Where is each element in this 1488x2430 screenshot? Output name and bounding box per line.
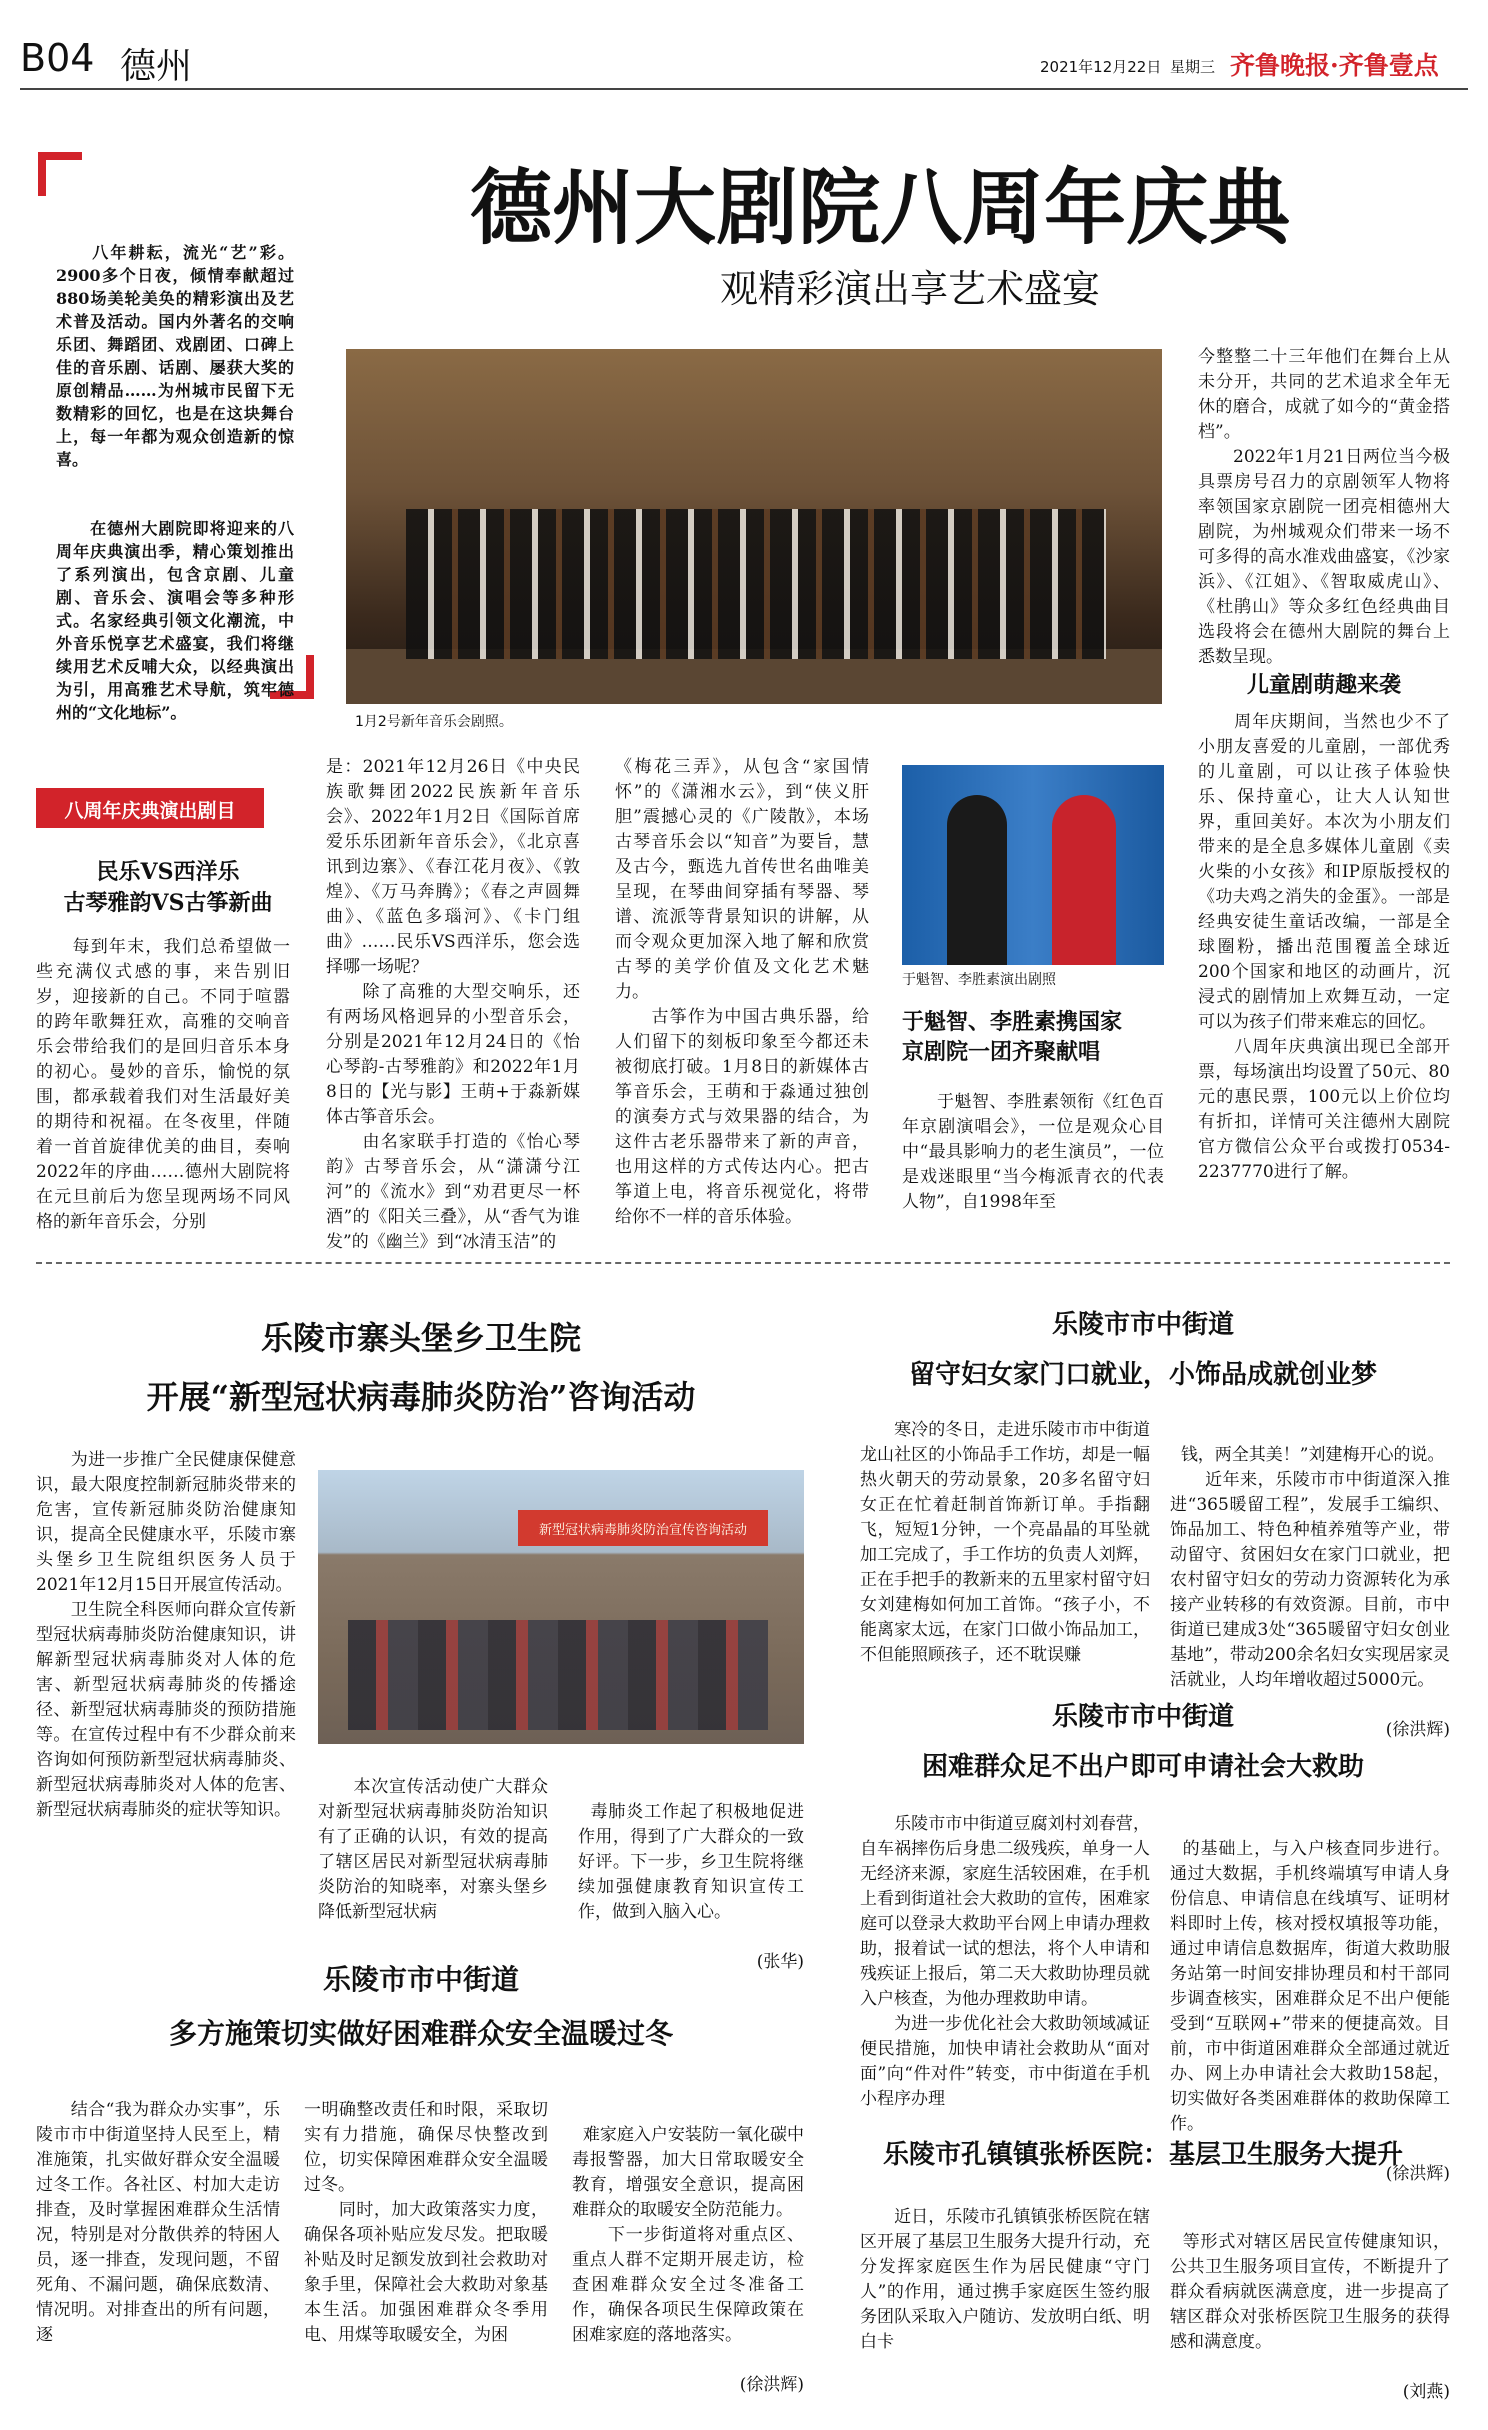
header-rule	[20, 88, 1468, 90]
opera-heading-2: 京剧院一团齐聚献唱	[902, 1039, 1101, 1065]
aid-col-1: 乐陵市市中街道豆腐刘村刘春营，自车祸摔伤后身患二级残疾，单身一人无经济来源，家庭生活较困难，在手机上看到街道社会大救助的宣传，困难家庭可以登录大救助平台网上申请办理救助，报着试一试的想法，将个人申请和残疾证上报后，第二天大救助协理员就入户核查，为他办理救助申请。 为进一步优化社会大救助领域减证便民措施，加快申请社会救助从“面对面”向“件对件”转变，市中街道在手机小程序办理	[860, 1814, 1150, 2109]
music-col-1: 每到年末，我们总希望做一些充满仪式感的事，来告别旧岁，迎接新的自己。不同于喧嚣的跨年歌舞狂欢，高雅的交响音乐会带给我们的是回归音乐本身的初心。曼妙的音乐，愉悦的氛围，都承载着我们对生活最好美的期待和祝福。在冬夜里，伴随着一首首旋律优美的曲目，奏响2022年的序曲……德州大剧院将在元旦前后为您呈现两场不同风格的新年音乐会，分别	[36, 937, 290, 1232]
orchestra-group	[406, 509, 1106, 659]
issue-date: 2021年12月22日	[1040, 58, 1162, 76]
program-heading-2: 古琴雅韵VS古筝新曲	[63, 890, 273, 916]
women-title-1: 乐陵市市中街道	[1051, 1310, 1234, 1340]
opera-photo-caption: 于魁智、李胜素演出剧照	[902, 972, 1056, 988]
health-title-1: 乐陵市寨头堡乡卫生院	[260, 1319, 581, 1357]
aid-byline: (徐洪辉)	[1385, 2164, 1450, 2184]
program-heading-1: 民乐VS西洋乐	[96, 859, 240, 885]
women-col-2	[1170, 1418, 1450, 1740]
intro-paragraph: 八年耕耘，流光“艺”彩。2900多个日夜，倾情奉献超过880场美轮美奂的精彩演出及艺术普及活动。国内外著名的交响乐团、舞蹈团、戏剧团、口碑上佳的音乐剧、话剧、屡获大奖的原创精品……为州城市民留下无数精彩的回忆，也是在这块舞台上，每一年都为观众创造新的惊喜。	[56, 243, 294, 469]
intro-text	[56, 195, 294, 722]
aid-col-2-text: 的基础上，与入户核查同步进行。通过大数据，手机终端填写申请人身份信息、申请信息在线填写、证明材料即时上传，核对授权填报等功能，通过申请信息数据库，街道大救助服务站第一时间安排协理员和村干部同步调查核实，困难群众足不出户便能受到“互联网+”带来的便捷高效。目前，市中街道困难群众全部通过就近办、网上办申请社会大救助158起，切实做好各类困难群体的救助保障工作。	[1170, 1839, 1451, 2134]
women-byline: (徐洪辉)	[1385, 1720, 1450, 1740]
health-col-3	[578, 1775, 804, 1972]
aid-title-1: 乐陵市市中街道	[1051, 1702, 1234, 1732]
intro-bracket-top	[38, 152, 82, 196]
issue-weekday: 星期三	[1170, 58, 1216, 76]
page-header	[20, 28, 1468, 94]
safety-col-1: 结合“我为群众办实事”，乐陵市市中街道坚持人民至上，精准施策，扎实做好群众安全温暖过冬工作。各社区、村加大走访排查，及时掌握困难群众生活情况，特别是对分散供养的特困人员，逐一排查，发现问题，不留死角、不漏问题，确保底数清、情况明。对排查出的所有问题，逐	[36, 2100, 280, 2345]
safety-col-3-text: 难家庭入户安装防一氧化碳中毒报警器，加大日常取暖安全教育，增强安全意识，提高困难群众的取暖安全防范能力。 下一步街道将对重点区、重点人群不定期开展走访，检查困难群众安全过冬准备工作，确保各项民生保障政策在困难家庭的落地落实。	[572, 2125, 805, 2345]
health-col-1: 为进一步推广全民健康保健意识，最大限度控制新冠肺炎带来的危害，宣传新冠肺炎防治健康知识，提高全民健康水平，乐陵市寨头堡乡卫生院组织医务人员于2021年12月15日开展宣传活动。 卫生院全科医师向群众宣传新型冠状病毒肺炎防治健康知识，讲解新型冠状病毒肺炎对人体的危害、新型冠状病毒肺炎的传播途径、新型冠状病毒肺炎的预防措施等。在宣传过程中有不少群众前来咨询如何预防新型冠状病毒肺炎、新型冠状病毒肺炎对人体的危害、新型冠状病毒肺炎的症状等知识。	[36, 1450, 296, 1820]
music-col-2: 是：2021年12月26日《中央民族歌舞团2022民族新年音乐会》、2022年1月2日《国际首席爱乐乐团新年音乐会》，《北京喜讯到边寨》、《春江花月夜》、《敦煌》、《万马奔腾》；《春之声圆舞曲》、《蓝色多瑙河》、《卡门组曲》……民乐VS西洋乐，您会选择哪一场呢？ 除了高雅的大型交响乐，还有两场风格迥异的小型音乐会，分别是2021年12月24日的《怡心琴韵-古琴雅韵》和2022年1月8日的【光与影】王萌+于淼新媒体古筝音乐会。 由名家联手打造的《怡心琴韵》古琴音乐会，从“潇潇兮江河”的《流水》到“劝君更尽一杯酒”的《阳关三叠》，从“香气为谁发”的《幽兰》到“冰清玉洁”的	[326, 757, 580, 1252]
clinic-col-2-text: 等形式对辖区居民宣传健康知识，公共卫生服务项目宣传，不断提升了群众看病就医满意度，进一步提高了辖区群众对张桥医院卫生服务的获得感和满意度。	[1170, 2232, 1451, 2352]
health-col-3-text: 毒肺炎工作起了积极地促进作用，得到了广大群众的一致好评。下一步，乡卫生院将继续加强健康教育知识宣传工作，做到入脑入心。	[578, 1802, 804, 1922]
health-event-photo	[318, 1470, 804, 1744]
health-title-2: 开展“新型冠状病毒肺炎防治”咨询活动	[146, 1378, 696, 1416]
section-divider	[36, 1262, 1450, 1264]
safety-col-2: 一明确整改责任和时限，采取切实有力措施，确保尽快整改到位，切实保障困难群众安全温暖过冬。 同时，加大政策落实力度，确保各项补贴应发尽发。把取暖补贴及时足额发放到社会救助对象手里，保障社会大救助对象基本生活。加强困难群众冬季用电、用煤等取暖安全，为困	[304, 2100, 548, 2345]
opera-singer-male	[947, 795, 1007, 965]
health-byline: (张华)	[756, 1952, 804, 1972]
paper-logo: 齐鲁晚报·齐鲁壹点	[1230, 51, 1439, 80]
health-event-banner	[518, 1510, 768, 1546]
program-label-text: 八周年庆典演出剧目	[64, 800, 236, 822]
clinic-col-1: 近日，乐陵市孔镇镇张桥医院在辖区开展了基层卫生服务大提升行动，充分发挥家庭医生作为居民健康“守门人”的作用，通过携手家庭医生签约服务团队采取入户随访、发放明白纸、明白卡	[860, 2207, 1150, 2352]
main-subheadline: 观精彩演出享艺术盛宴	[719, 267, 1100, 311]
aid-col-2	[1170, 1812, 1451, 2184]
opera-photo	[902, 765, 1164, 965]
women-col-2-text: 钱，两全其美！”刘建梅开心的说。 近年来，乐陵市市中街道深入推进“365暖留工程”，发展手工编织、饰品加工、特色种植养殖等产业，带动留守、贫困妇女在家门口就业，把农村留守妇女的劳动力资源转化为承接产业转移的有效资源。目前，市中街道已建成3处“365暖留守妇女创业基地”，带动200余名妇女实现居家灵活就业，人均年增收超过5000元。	[1170, 1445, 1450, 1690]
kids-drama-heading: 儿童剧萌趣来袭	[1246, 672, 1401, 698]
concert-photo-caption: 1月2号新年音乐会剧照。	[355, 714, 513, 730]
health-event-banner-text: 新型冠状病毒肺炎防治宣传咨询活动	[538, 1523, 747, 1538]
women-title-2: 留守妇女家门口就业，小饰品成就创业梦	[908, 1360, 1377, 1390]
top-right-column-text: 今整整二十三年他们在舞台上从未分开，共同的艺术追求全年无休的磨合，成就了如今的“黄金搭档”。 2022年1月21日两位当今极具票房号召力的京剧领军人物将率领国家京剧院一团亮相德州大剧院，为州城观众们带来一场不可多得的高水准戏曲盛宴，《沙家浜》、《江姐》、《智取威虎山》、《杜鹃山》等众多红色经典曲目选段将会在德州大剧院的舞台上悉数呈现。	[1198, 347, 1450, 667]
concert-photo	[346, 349, 1162, 704]
safety-byline: (徐洪辉)	[739, 2375, 804, 2395]
opera-text: 于魁智、李胜素领衔《红色百年京剧演唱会》，一位是观众心目中“最具影响力的老生演员”，一位是戏迷眼里“当今梅派青衣的代表人物”，自1998年至	[902, 1092, 1164, 1212]
safety-title-1: 乐陵市市中街道	[322, 1963, 519, 1996]
music-col-3: 《梅花三弄》，从包含“家国情怀”的《潇湘水云》，到“侠义肝胆”震撼心灵的《广陵散》，本场古琴音乐会以“知音”为要旨，慧及古今，甄选九首传世名曲唯美呈现，在琴曲间穿插有琴器、琴谱、流派等背景知识的讲解，从而令观众更加深入地了解和欣赏古琴的美学价值及文化艺术魅力。 古筝作为中国古典乐器，给人们留下的刻板印象至今都还未被彻底打破。1月8日的新媒体古筝音乐会，王萌和于淼通过独创的演奏方式与效果器的结合，为这件古老乐器带来了新的声音，也用这样的方式传达内心。把古筝道上电，将音乐视觉化，将带给你不一样的音乐体验。	[615, 757, 869, 1227]
clinic-byline: (刘燕)	[1402, 2382, 1450, 2402]
aid-title-2: 困难群众足不出户即可申请社会大救助	[921, 1752, 1364, 1782]
clinic-col-2	[1170, 2205, 1451, 2402]
program-label	[36, 788, 264, 828]
main-headline: 德州大剧院八周年庆典	[469, 160, 1290, 256]
opera-singer-female	[1052, 795, 1116, 965]
health-event-crowd	[348, 1620, 768, 1730]
page-code: B04	[20, 36, 95, 80]
clinic-title: 乐陵市孔镇镇张桥医院：基层卫生服务大提升	[882, 2140, 1403, 2170]
health-col-2: 本次宣传活动使广大群众对新型冠状病毒肺炎防治知识有了正确的认识，有效的提高了辖区居民对新型冠状病毒肺炎防治的知晓率，对寨头堡乡降低新型冠状病	[318, 1777, 548, 1922]
women-col-1: 寒冷的冬日，走进乐陵市市中街道龙山社区的小饰品手工作坊，却是一幅热火朝天的劳动景象，20多名留守妇女正在忙着赶制首饰新订单。手指翻飞，短短1分钟，一个亮晶晶的耳坠就加工完成了，手工作坊的负责人刘辉，正在手把手的教新来的五里家村留守妇女刘建梅如何加工首饰。“孩子小，不能离家太远，在家门口做小饰品加工，不但能照顾孩子，还不耽误赚	[860, 1420, 1150, 1665]
kids-drama-text: 周年庆期间，当然也少不了小朋友喜爱的儿童剧，一部优秀的儿童剧，可以让孩子体验快乐、保持童心，让大人认知世界，重回美好。本次为小朋友们带来的是全息多媒体儿童剧《卖火柴的小女孩》和IP原版授权的《功夫鸡之消失的金蛋》。一部是经典安徒生童话改编，一部是全球圈粉，播出范围覆盖全球近200个国家和地区的动画片，沉浸式的剧情加上欢舞互动，一定可以为孩子们带来难忘的回忆。 八周年庆典演出现已全部开票，每场演出均设置了50元、80元的惠民票，100元以上价位均有折扣，详情可关注德州大剧院官方微信公众平台或拨打0534-2237770进行了解。	[1198, 712, 1450, 1182]
intro-paragraph: 在德州大剧院即将迎来的八周年庆典演出季，精心策划推出了系列演出，包含京剧、儿童剧、音乐会、演唱会等多种形式。名家经典引领文化潮流，中外音乐悦享艺术盛宴，我们将继续用艺术反哺大众，以经典演出为引，用高雅艺术导航，筑牢德州的“文化地标”。	[56, 519, 294, 722]
section-name: 德州	[120, 46, 193, 87]
safety-title-2: 多方施策切实做好困难群众安全温暖过冬	[168, 2017, 673, 2050]
safety-col-3	[572, 2098, 805, 2395]
opera-heading-1: 于魁智、李胜素携国家	[902, 1009, 1123, 1035]
